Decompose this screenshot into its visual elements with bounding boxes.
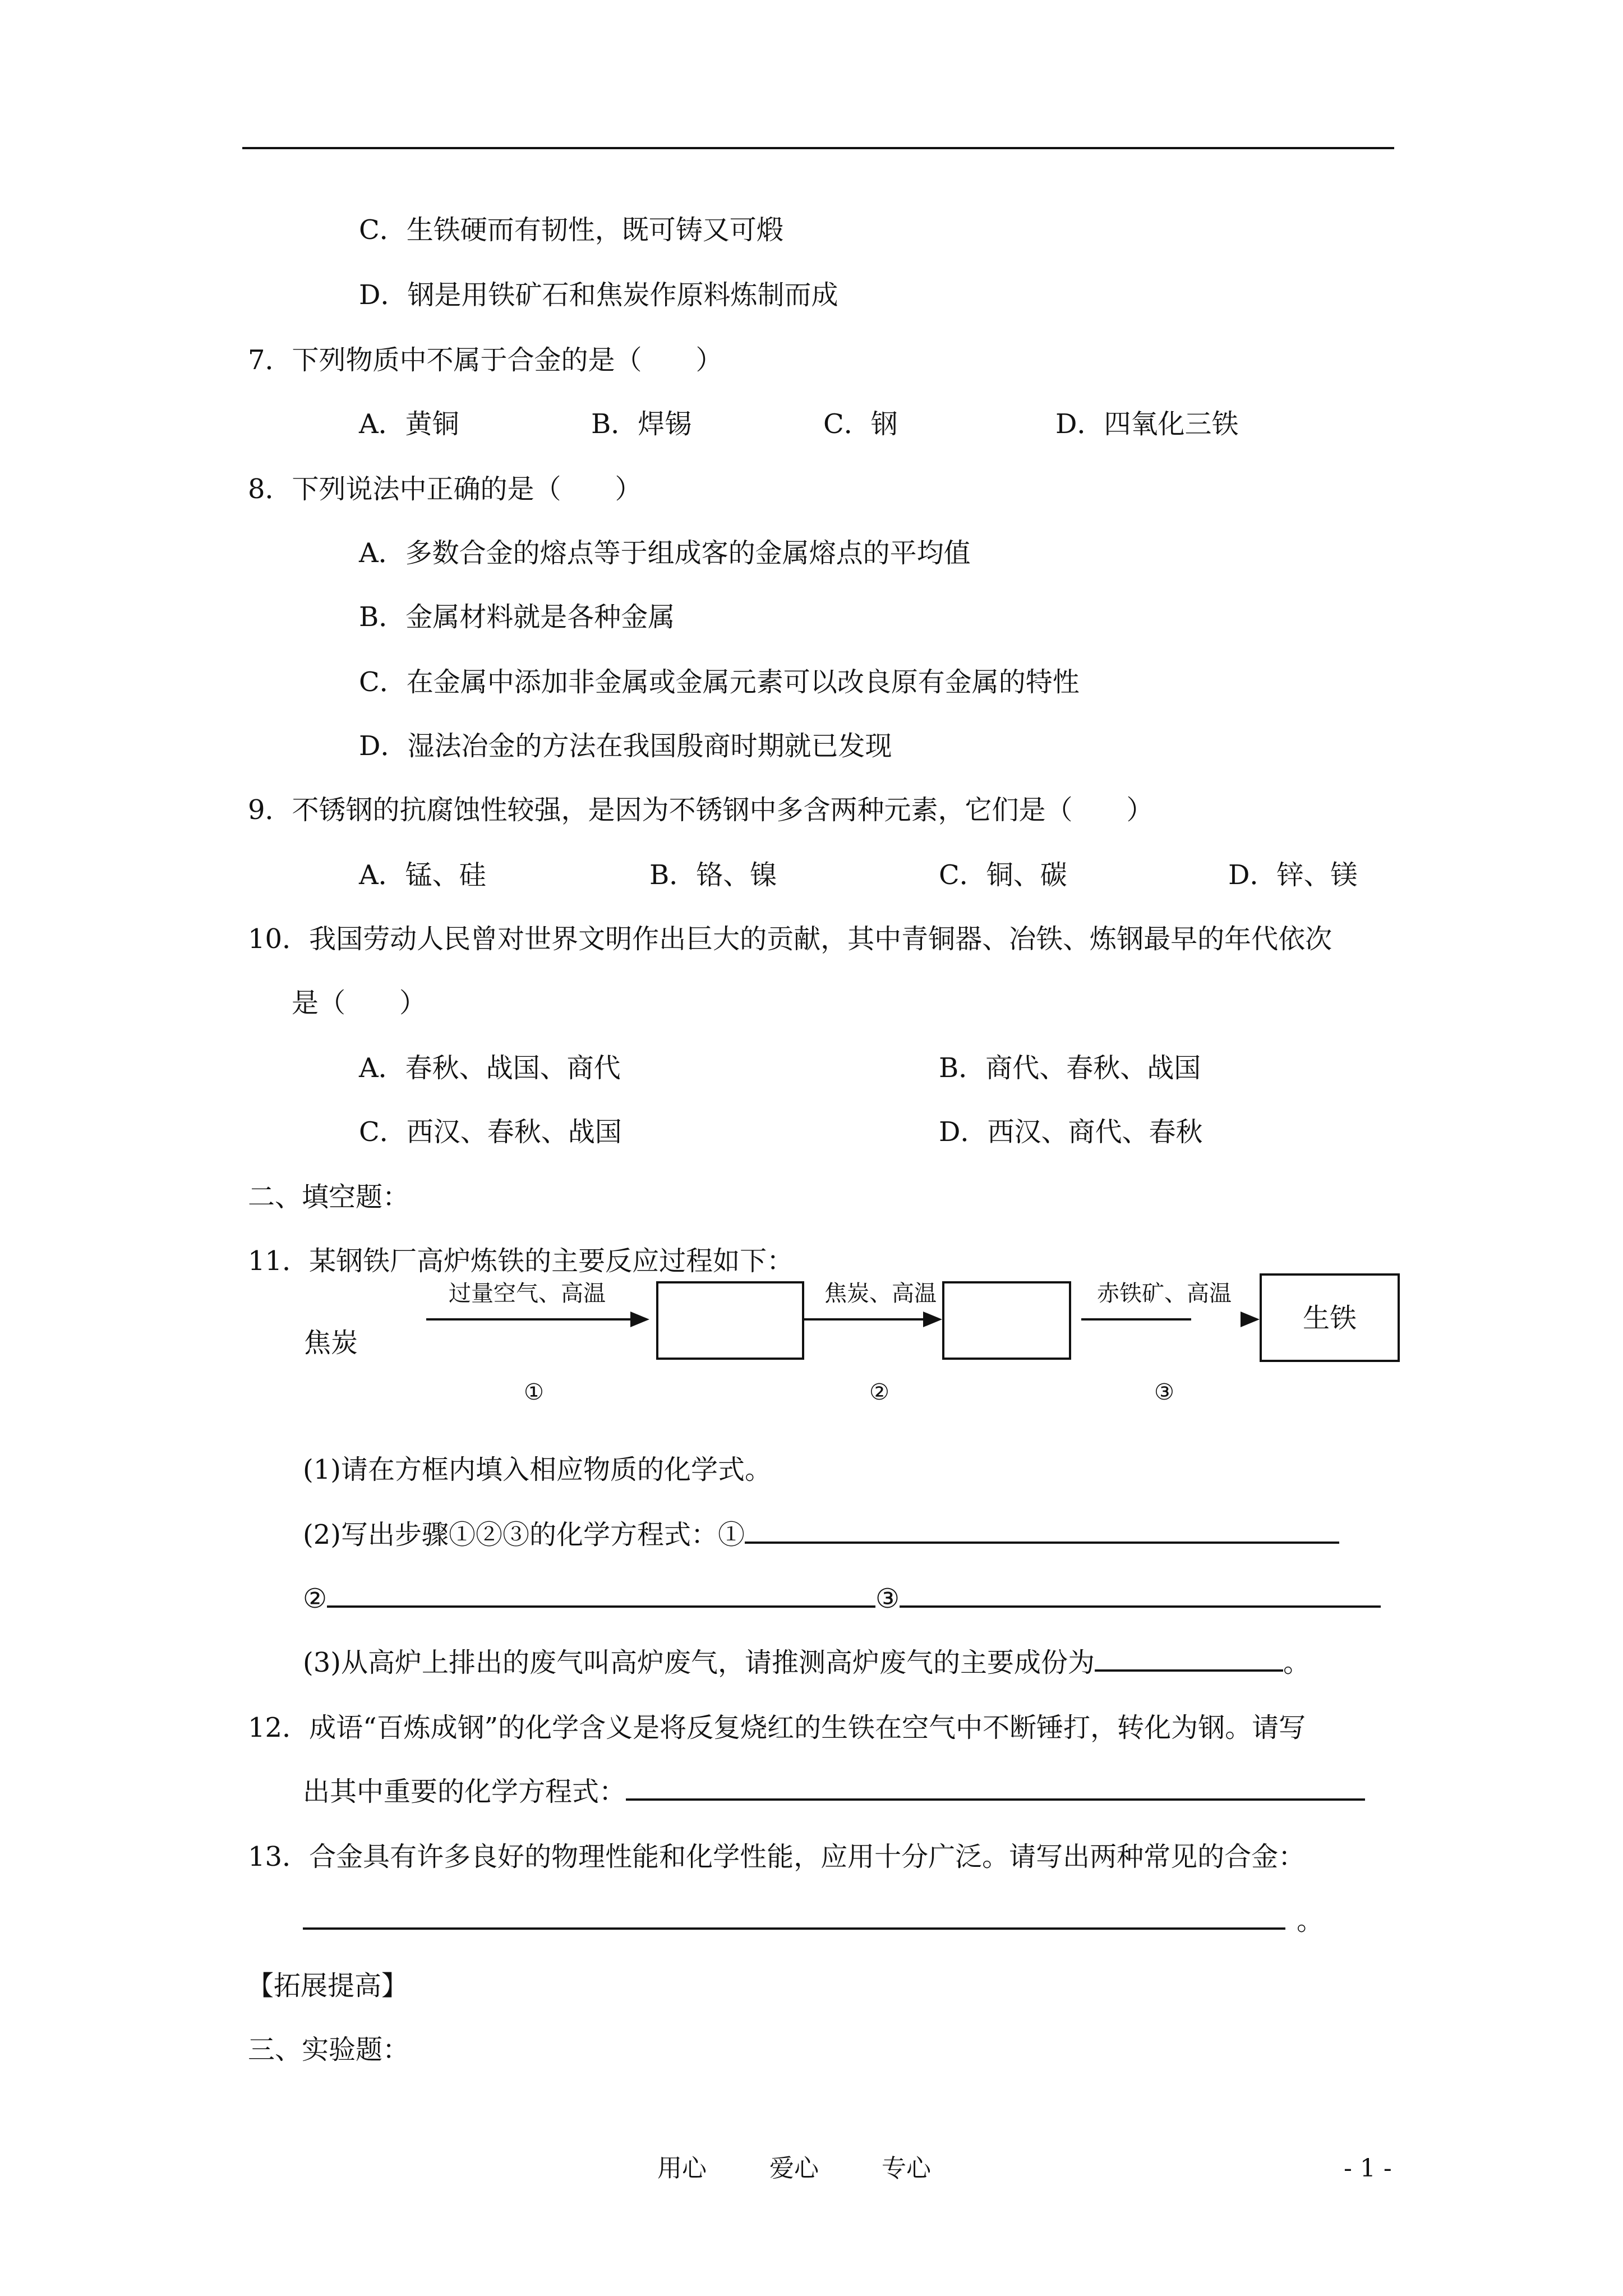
arrow-1-shaft — [426, 1318, 630, 1320]
q7-option-a: A．黄铜 — [359, 408, 459, 440]
q11-part-2 — [303, 1517, 1339, 1553]
header-rule — [242, 147, 1394, 149]
blank-equation-1[interactable] — [745, 1517, 1339, 1544]
q7-option-c: C．钢 — [823, 408, 898, 440]
q11-part-3-end: 。 — [1283, 1647, 1311, 1678]
arrow-2-label: 焦炭、高温 — [824, 1281, 937, 1306]
q10-option-b: B．商代、春秋、战国 — [939, 1052, 1201, 1084]
q10-option-d: D．西汉、商代、春秋 — [939, 1116, 1203, 1148]
section-3-heading: 三、实验题： — [248, 2034, 410, 2065]
question-8: 8．下列说法中正确的是（ ） — [248, 473, 642, 505]
q11-part-2-cont — [303, 1581, 1381, 1617]
q12-prompt: 出其中重要的化学方程式： — [303, 1776, 626, 1807]
q9-option-b: B．铬、镍 — [649, 859, 777, 891]
step-2-marker: ② — [869, 1379, 889, 1405]
q6-option-d: D．钢是用铁矿石和焦炭作原料炼制而成 — [359, 279, 838, 311]
q10-option-c: C．西汉、春秋、战国 — [359, 1116, 622, 1148]
answer-box-2 — [942, 1281, 1071, 1360]
question-11: 11．某钢铁厂高炉炼铁的主要反应过程如下： — [248, 1245, 794, 1277]
question-13: 13．合金具有许多良好的物理性能和化学性能，应用十分广泛。请写出两种常见的合金： — [248, 1841, 1306, 1872]
step-3-marker: ③ — [1154, 1379, 1174, 1405]
question-13-answer — [303, 1903, 1324, 1939]
question-7: 7．下列物质中不属于合金的是（ ） — [248, 344, 723, 376]
q8-option-a: A．多数合金的熔点等于组成客的金属熔点的平均值 — [359, 537, 971, 569]
footer-motto-2: 爱心 — [769, 2154, 819, 2183]
q11-part-3-text: (3)从高炉上排出的废气叫高炉废气，请推测高炉废气的主要成份为 — [303, 1647, 1095, 1678]
q8-option-c: C．在金属中添加非金属或金属元素可以改良原有金属的特性 — [359, 666, 1080, 698]
question-12: 12．成语“百炼成钢”的化学含义是将反复烧红的生铁在空气中不断锤打，转化为钢。请写 — [248, 1712, 1306, 1743]
q9-option-d: D．锌、镁 — [1228, 859, 1358, 891]
blank-equation-q12[interactable] — [626, 1774, 1365, 1801]
q11-part-3 — [303, 1645, 1310, 1681]
q7-option-d: D．四氧化三铁 — [1055, 408, 1239, 440]
step-1-marker: ① — [524, 1379, 544, 1405]
q11-part-1: (1)请在方框内填入相应物质的化学式。 — [303, 1454, 772, 1485]
q8-option-d: D．湿法冶金的方法在我国殷商时期就已发现 — [359, 730, 892, 762]
page-number: - 1 - — [1344, 2154, 1392, 2183]
expand-heading: 【拓展提高】 — [247, 1970, 409, 2001]
question-10-cont: 是（ ） — [292, 987, 427, 1019]
arrow-3-shaft — [1081, 1318, 1191, 1320]
arrow-1-head — [630, 1312, 649, 1327]
blank-equation-3[interactable] — [900, 1581, 1381, 1608]
q6-option-c: C．生铁硬而有韧性，既可铸又可煅 — [359, 214, 783, 246]
q8-option-b: B．金属材料就是各种金属 — [359, 601, 675, 633]
footer-motto-3: 专心 — [882, 2154, 931, 2183]
question-12-cont — [303, 1774, 1365, 1810]
footer-motto-1: 用心 — [657, 2154, 707, 2183]
q11-part-2-text: (2)写出步骤①②③的化学方程式：① — [303, 1519, 745, 1550]
step-2-label: ② — [303, 1583, 328, 1614]
blank-waste-gas[interactable] — [1095, 1645, 1283, 1672]
section-2-heading: 二、填空题： — [248, 1181, 410, 1213]
question-10: 10．我国劳动人民曾对世界文明作出巨大的贡献，其中青铜器、冶铁、炼钢最早的年代依次 — [248, 923, 1332, 955]
arrow-2-shaft — [804, 1318, 929, 1320]
step-3-label: ③ — [875, 1583, 900, 1614]
blank-equation-2[interactable] — [327, 1581, 875, 1608]
q9-option-c: C．铜、碳 — [939, 859, 1067, 891]
arrow-3-head — [1241, 1312, 1260, 1327]
arrow-3-label: 赤铁矿、高温 — [1097, 1281, 1232, 1306]
product-label: 生铁 — [1302, 1303, 1357, 1334]
q10-option-a: A．春秋、战国、商代 — [359, 1052, 621, 1084]
arrow-1-label: 过量空气、高温 — [449, 1281, 606, 1306]
blank-alloys[interactable] — [303, 1903, 1285, 1930]
arrow-2-head — [923, 1312, 942, 1327]
answer-box-1 — [656, 1281, 804, 1360]
diagram-start-label: 焦炭 — [304, 1327, 358, 1359]
q7-option-b: B．焊锡 — [591, 408, 692, 440]
q13-end: 。 — [1297, 1905, 1324, 1936]
q9-option-a: A．锰、硅 — [359, 859, 486, 891]
question-9: 9．不锈钢的抗腐蚀性较强，是因为不锈钢中多含两种元素，它们是（ ） — [248, 794, 1154, 826]
